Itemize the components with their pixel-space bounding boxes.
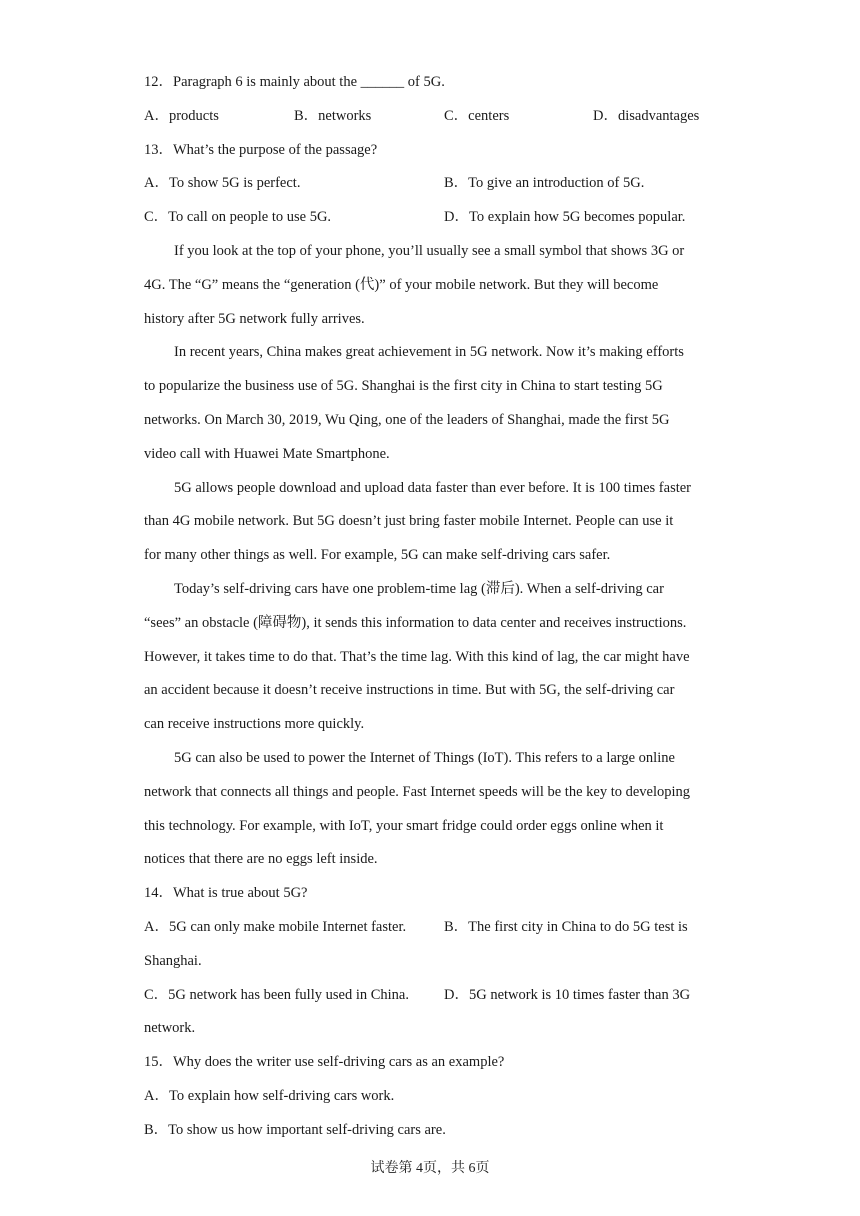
page-content: [144, 66, 718, 1148]
question-13-options-ab: [144, 167, 718, 201]
passage-line: history after 5G network fully arrives.: [144, 310, 365, 327]
passage-line: this technology. For example, with IoT, your smart fridge could order eggs online when it: [144, 817, 664, 834]
passage-paragraph-3: [144, 472, 718, 573]
question-12-options: [144, 100, 718, 134]
option-b-continued: Shanghai.: [144, 952, 202, 969]
passage-line: However, it takes time to do that. That’s the time lag. With this kind of lag, the car might have: [144, 648, 690, 665]
passage-line: 5G can also be used to power the Internet of Things (IoT). This refers to a large online: [174, 749, 675, 766]
question-15-stem: 15．Why does the writer use self-driving cars as an example?: [144, 1054, 505, 1071]
option-c: C．To call on people to use 5G.: [144, 209, 332, 226]
option-d-continued: network.: [144, 1020, 196, 1037]
passage-paragraph-2: [144, 336, 718, 471]
option-b: B．The first city in China to do 5G test is: [444, 918, 688, 935]
question-12-stem: 12．Paragraph 6 is mainly about the ______ of 5G.: [144, 74, 445, 90]
passage-line: can receive instructions more quickly.: [144, 716, 365, 733]
option-a: A．products: [144, 107, 219, 124]
passage-line: If you look at the top of your phone, you’ll usually see a small symbol that shows 3G or: [174, 242, 685, 259]
option-d: D．To explain how 5G becomes popular.: [444, 209, 686, 226]
question-14-options-ab: [144, 911, 718, 945]
passage-line: to popularize the business use of 5G. Shanghai is the first city in China to start testing 5G: [144, 378, 663, 395]
passage-line: 4G. The “G” means the “generation (代)” of your mobile network. But they will become: [144, 276, 659, 293]
passage-line: Today’s self-driving cars have one problem-time lag (滞后). When a self-driving car: [174, 580, 664, 597]
passage-line: for many other things as well. For example, 5G can make self-driving cars safer.: [144, 547, 611, 564]
question-13-options-cd: [144, 201, 718, 235]
option-c: C．centers: [444, 107, 510, 124]
option-c: C．5G network has been fully used in China.: [144, 986, 409, 1003]
option-d: D．5G network is 10 times faster than 3G: [444, 986, 691, 1003]
question-13-stem: 13．What’s the purpose of the passage?: [144, 141, 378, 158]
option-a: A．To show 5G is perfect.: [144, 175, 301, 192]
question-14-stem: 14．What is true about 5G?: [144, 885, 308, 902]
option-b: B．To show us how important self-driving cars are.: [144, 1121, 446, 1138]
question-14-options-cd: [144, 979, 718, 1013]
passage-line: 5G allows people download and upload data faster than ever before. It is 100 times faster: [174, 479, 692, 496]
passage-line: an accident because it doesn’t receive instructions in time. But with 5G, the self-driving car: [144, 682, 675, 699]
passage-line: than 4G mobile network. But 5G doesn’t just bring faster mobile Internet. People can use it: [144, 513, 674, 530]
option-d: D．disadvantages: [593, 107, 700, 124]
option-b: B．To give an introduction of 5G.: [444, 175, 645, 192]
passage-paragraph-5: [144, 742, 718, 877]
page-footer: 试卷第 4页，共 6页: [370, 1161, 490, 1176]
passage-paragraph-4: [144, 573, 718, 742]
passage-line: In recent years, China makes great achievement in 5G network. Now it’s making efforts: [174, 344, 684, 361]
passage-line: “sees” an obstacle (障碍物), it sends this information to data center and receives instructions.: [144, 614, 687, 631]
passage-line: network that connects all things and people. Fast Internet speeds will be the key to developing: [144, 783, 691, 800]
passage-line: notices that there are no eggs left inside.: [144, 851, 378, 868]
option-a: A．5G can only make mobile Internet faster.: [144, 918, 407, 935]
passage-line: networks. On March 30, 2019, Wu Qing, one of the leaders of Shanghai, made the first 5G: [144, 411, 670, 428]
option-b: B．networks: [294, 107, 372, 124]
passage-line: video call with Huawei Mate Smartphone.: [144, 445, 390, 462]
option-a: A．To explain how self-driving cars work.: [144, 1087, 395, 1104]
passage-paragraph-1: [144, 235, 718, 336]
